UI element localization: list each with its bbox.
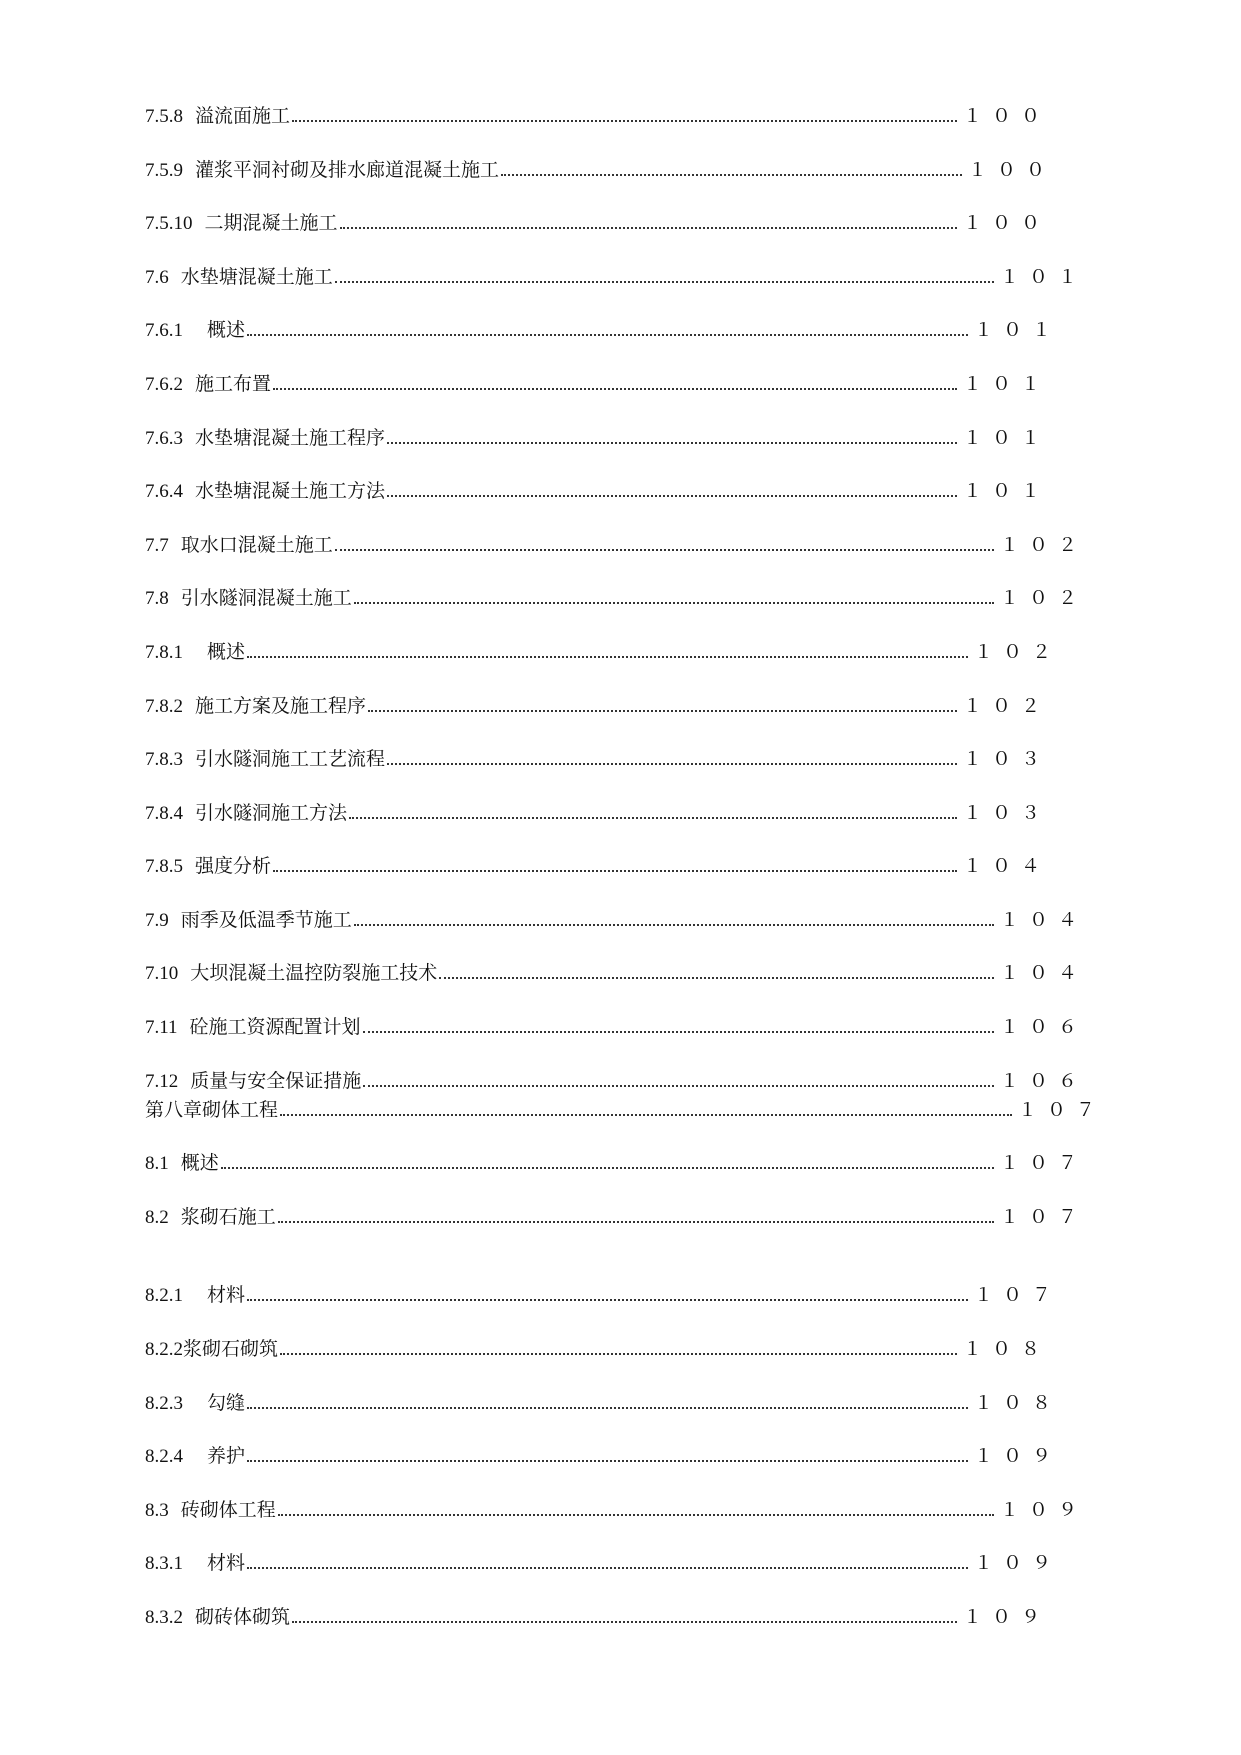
- section-title: 勾缝: [207, 1392, 246, 1414]
- toc-entry: [145, 1438, 1061, 1468]
- toc-entry: [145, 366, 1050, 396]
- dot-leader: [439, 977, 994, 979]
- toc-entry: [145, 580, 1087, 610]
- toc-entry: [145, 527, 1087, 557]
- page-number: １０４: [999, 910, 1087, 931]
- section-number: 7.5.9: [145, 160, 183, 181]
- toc-entry: [145, 1599, 1050, 1629]
- page-number: １０１: [999, 267, 1087, 288]
- toc-entry: [145, 955, 1087, 985]
- section-number: 7.5.8: [145, 106, 183, 127]
- dot-leader: [368, 710, 957, 712]
- page-number: １００: [967, 160, 1055, 181]
- section-title: 引水隧洞混凝土施工: [180, 587, 352, 609]
- page-number: １０１: [962, 428, 1050, 449]
- section-number: 8.3.1: [145, 1553, 183, 1574]
- section-title: 概述: [207, 319, 246, 341]
- toc-entry: [145, 634, 1061, 664]
- toc-entry: [145, 1331, 1050, 1361]
- toc-entry: [145, 98, 1050, 128]
- page-number: １００: [962, 106, 1050, 127]
- dot-leader: [387, 442, 957, 444]
- section-number: 7.8: [145, 588, 169, 609]
- section-number: 8.2.1: [145, 1285, 183, 1306]
- section-title: 概述: [180, 1152, 219, 1174]
- section-title: 施工方案及施工程序: [195, 695, 367, 717]
- page-number: １０２: [999, 535, 1087, 556]
- section-number: 8.3: [145, 1500, 169, 1521]
- section-title: 质量与安全保证措施: [190, 1070, 362, 1092]
- section-title: 二期混凝土施工: [204, 212, 338, 234]
- page-number: １０６: [999, 1071, 1087, 1092]
- section-title: 施工布置: [195, 373, 272, 395]
- dot-leader: [335, 281, 994, 283]
- section-title: 材料: [207, 1552, 246, 1574]
- page-number: １００: [962, 213, 1050, 234]
- section-number: 7.12: [145, 1071, 179, 1092]
- page-number: １０６: [999, 1017, 1087, 1038]
- toc-entry: [145, 1277, 1061, 1307]
- dot-leader: [247, 334, 968, 336]
- dot-leader: [501, 174, 962, 176]
- section-number: 7.9: [145, 910, 169, 931]
- toc-entry: [145, 1385, 1061, 1415]
- page-number: １０１: [962, 374, 1050, 395]
- section-number: 7.6.1: [145, 320, 183, 341]
- section-title: 溢流面施工: [195, 105, 291, 127]
- dot-leader: [280, 1114, 1012, 1116]
- page-number: １０３: [962, 749, 1050, 770]
- toc-entry: [145, 205, 1050, 235]
- dot-leader: [247, 1567, 968, 1569]
- toc-entry: [145, 741, 1050, 771]
- toc-entry: [145, 795, 1050, 825]
- section-number: 7.8.3: [145, 749, 183, 770]
- section-number: 8.2: [145, 1207, 169, 1228]
- section-number: 7.8.4: [145, 803, 183, 824]
- section-number: 8.2.4: [145, 1446, 183, 1467]
- page-number: １０１: [973, 320, 1061, 341]
- dot-leader: [273, 388, 957, 390]
- page-number: １０７: [973, 1285, 1061, 1306]
- section-title: 浆砌石施工: [180, 1206, 276, 1228]
- section-number: 7.6.4: [145, 481, 183, 502]
- dot-leader: [354, 924, 994, 926]
- page-number: １０７: [999, 1153, 1087, 1174]
- section-number: 7.10: [145, 963, 179, 984]
- page-number: １０２: [962, 696, 1050, 717]
- section-title: 砌砖体砌筑: [195, 1606, 291, 1628]
- page-number: １０９: [962, 1607, 1050, 1628]
- page-number: １０７: [999, 1207, 1087, 1228]
- toc-entry: [145, 1063, 1087, 1093]
- section-title: 砼施工资源配置计划: [189, 1016, 361, 1038]
- section-number: 8.2.3: [145, 1393, 183, 1414]
- section-number: 8.1: [145, 1153, 169, 1174]
- dot-leader: [363, 1085, 994, 1087]
- page-number: １０８: [973, 1393, 1061, 1414]
- page-number: １０７: [1017, 1100, 1105, 1121]
- section-number: 7.8.2: [145, 696, 183, 717]
- dot-leader: [363, 1031, 994, 1033]
- dot-leader: [335, 549, 994, 551]
- dot-leader: [292, 120, 957, 122]
- section-number: 7.8.5: [145, 856, 183, 877]
- dot-leader: [340, 227, 957, 229]
- dot-leader: [280, 1353, 957, 1355]
- section-title: 材料: [207, 1284, 246, 1306]
- section-number: 8.3.2: [145, 1607, 183, 1628]
- dot-leader: [354, 602, 994, 604]
- dot-leader: [247, 1460, 968, 1462]
- section-title: 浆砌石砌筑: [183, 1338, 279, 1360]
- toc-entry: [145, 152, 1055, 182]
- section-title: 水垫塘混凝土施工方法: [195, 480, 386, 502]
- section-number: 7.11: [145, 1017, 178, 1038]
- toc-entry: [145, 848, 1050, 878]
- section-number: 7.6.3: [145, 428, 183, 449]
- toc-entry: [145, 259, 1087, 289]
- page-number: １０３: [962, 803, 1050, 824]
- toc-entry: [145, 902, 1087, 932]
- page-number: １０９: [973, 1446, 1061, 1467]
- dot-leader: [247, 1299, 968, 1301]
- toc-entry: [145, 420, 1050, 450]
- page-number: １０１: [962, 481, 1050, 502]
- section-number: 7.6.2: [145, 374, 183, 395]
- section-number: 8.2.2: [145, 1339, 183, 1360]
- page-number: １０９: [973, 1553, 1061, 1574]
- section-title: 养护: [207, 1445, 246, 1467]
- section-title: 雨季及低温季节施工: [180, 909, 352, 931]
- section-title: 取水口混凝土施工: [180, 534, 333, 556]
- toc-entry: [145, 1009, 1087, 1039]
- toc-entry: [145, 473, 1050, 503]
- dot-leader: [273, 870, 957, 872]
- section-number: 7.6: [145, 267, 169, 288]
- dot-leader: [247, 656, 968, 658]
- section-number: 7.8.1: [145, 642, 183, 663]
- section-title: 砖砌体工程: [180, 1499, 276, 1521]
- page-number: １０４: [999, 963, 1087, 984]
- dot-leader: [387, 763, 957, 765]
- section-number: 7.5.10: [145, 213, 193, 234]
- dot-leader: [278, 1514, 994, 1516]
- section-title: 引水隧洞施工方法: [195, 802, 348, 824]
- page-number: １０４: [962, 856, 1050, 877]
- section-title: 水垫塘混凝土施工程序: [195, 427, 386, 449]
- section-title: 水垫塘混凝土施工: [180, 266, 333, 288]
- section-number: 7.7: [145, 535, 169, 556]
- toc-entry: [145, 312, 1061, 342]
- dot-leader: [292, 1621, 957, 1623]
- page-number: １０９: [999, 1500, 1087, 1521]
- page-number: １０２: [999, 588, 1087, 609]
- dot-leader: [221, 1167, 994, 1169]
- section-title: 灌浆平洞衬砌及排水廊道混凝土施工: [195, 159, 500, 181]
- toc-entry: [145, 1092, 1105, 1122]
- dot-leader: [247, 1407, 968, 1409]
- toc-entry: [145, 1145, 1087, 1175]
- section-title: 大坝混凝土温控防裂施工技术: [190, 962, 438, 984]
- section-title: 强度分析: [195, 855, 272, 877]
- dot-leader: [349, 817, 957, 819]
- toc-entry: [145, 688, 1050, 718]
- dot-leader: [387, 495, 957, 497]
- chapter-title: 第八章砌体工程: [145, 1099, 279, 1121]
- section-title: 概述: [207, 641, 246, 663]
- toc-entry: [145, 1492, 1087, 1522]
- dot-leader: [278, 1221, 994, 1223]
- page-number: １０２: [973, 642, 1061, 663]
- toc-entry: [145, 1199, 1087, 1229]
- page-number: １０８: [962, 1339, 1050, 1360]
- section-title: 引水隧洞施工工艺流程: [195, 748, 386, 770]
- toc-entry: [145, 1545, 1061, 1575]
